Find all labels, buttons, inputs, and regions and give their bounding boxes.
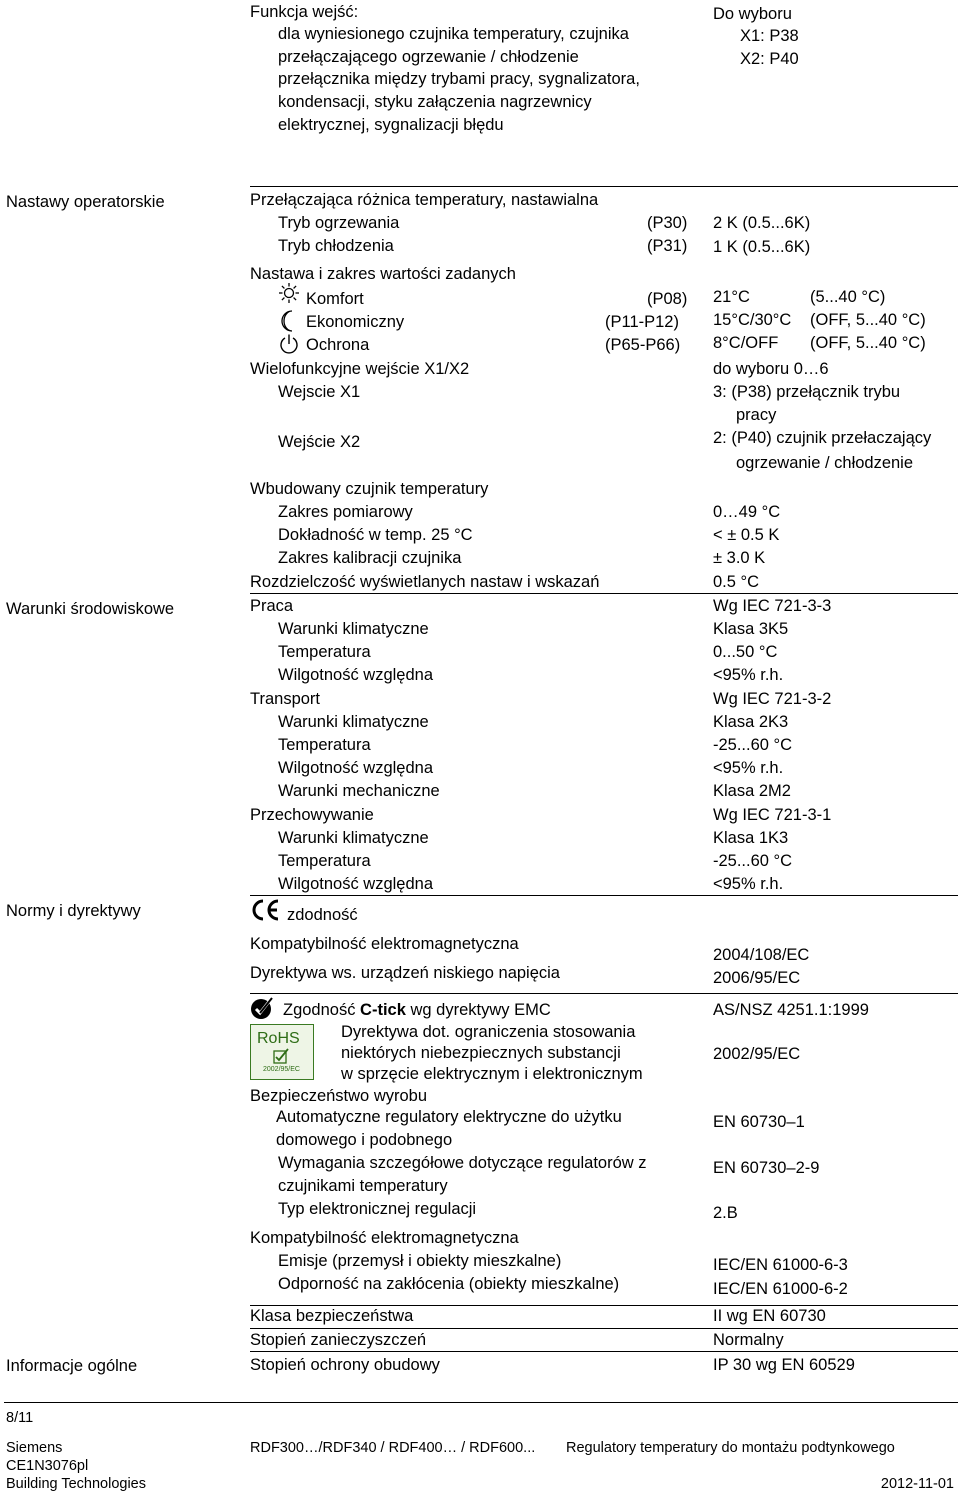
row-label: Nastawa i zakres wartości zadanych [250, 265, 516, 283]
checkbox-icon [273, 1048, 289, 1064]
row-label: Stopień zanieczyszczeń [250, 1331, 427, 1349]
row-label: Kompatybilność elektromagnetyczna [250, 1229, 519, 1247]
section-rule [250, 186, 958, 187]
sun-icon [278, 282, 300, 304]
footer-doc-id: CE1N3076pl [6, 1458, 89, 1474]
power-icon [279, 333, 299, 355]
row-label: Dokładność w temp. 25 °C [278, 526, 473, 544]
row-value: II wg EN 60730 [713, 1307, 826, 1325]
row-label: w sprzęcie elektrycznym i elektronicznym [341, 1065, 643, 1083]
row-label: Wilgotność względna [278, 875, 433, 893]
inputs-text: przełączającego ogrzewanie / chłodzenie [278, 48, 579, 66]
section-rule [250, 895, 958, 896]
section-rule [250, 1351, 958, 1352]
section-label-environment: Warunki środowiskowe [6, 600, 175, 618]
section-rule [250, 593, 958, 594]
row-label: domowego i podobnego [276, 1131, 453, 1149]
row-label: Zgodność C-tick wg dyrektywy EMC [283, 1001, 551, 1019]
row-label: Komfort [306, 290, 364, 308]
row-value: 21°C [713, 288, 750, 306]
row-value: 1 K (0.5...6K) [713, 238, 811, 256]
row-value: Normalny [713, 1331, 784, 1349]
ctick-icon [250, 996, 274, 1020]
row-label: niektórych niebezpiecznych substancji [341, 1044, 621, 1062]
row-value: 2006/95/EC [713, 969, 801, 987]
row-label: Zakres kalibracji czujnika [278, 549, 462, 567]
row-label: Dyrektywa dot. ograniczenia stosowania [341, 1023, 636, 1041]
rohs-logo-text: RoHS [257, 1030, 300, 1047]
inputs-text: kondensacji, styku załączenia nagrzewnicy [278, 93, 592, 111]
row-label: Ekonomiczny [306, 313, 405, 331]
row-label: Przechowywanie [250, 806, 374, 824]
row-label: Warunki mechaniczne [278, 782, 440, 800]
row-label: Klasa bezpieczeństwa [250, 1307, 414, 1325]
page-number: 8/11 [6, 1410, 34, 1426]
row-value: AS/NSZ 4251.1:1999 [713, 1001, 869, 1019]
row-value: Klasa 2K3 [713, 713, 789, 731]
row-value: 0…49 °C [713, 503, 781, 521]
row-param: (P65-P66) [605, 336, 681, 354]
row-value: ogrzewanie / chłodzenie [736, 454, 914, 472]
section-label-general: Informacje ogólne [6, 1357, 138, 1375]
row-value: 2004/108/EC [713, 946, 810, 964]
row-label: Warunki klimatyczne [278, 713, 429, 731]
row-label: czujnikami temperatury [278, 1177, 448, 1195]
row-value: -25...60 °C [713, 736, 793, 754]
row-label: Stopień ochrony obudowy [250, 1356, 440, 1374]
footer-models: RDF300…/RDF340 / RDF400… / RDF600... [250, 1440, 536, 1456]
row-value: ± 3.0 K [713, 549, 766, 567]
row-value: Wg IEC 721-3-3 [713, 597, 832, 615]
row-range: (5...40 °C) [810, 288, 886, 306]
inputs-value: X2: P40 [740, 50, 799, 68]
row-range: (OFF, 5...40 °C) [810, 334, 926, 352]
row-value: 2.B [713, 1204, 738, 1222]
row-value: IEC/EN 61000-6-2 [713, 1280, 848, 1298]
row-label: Typ elektronicznej regulacji [278, 1200, 477, 1218]
row-value: <95% r.h. [713, 759, 784, 777]
row-label: Temperatura [278, 643, 371, 661]
row-value: <95% r.h. [713, 666, 784, 684]
row-label: Tryb chłodzenia [278, 237, 394, 255]
row-value: 0...50 °C [713, 643, 778, 661]
row-value: pracy [736, 406, 777, 424]
row-value: <95% r.h. [713, 875, 784, 893]
row-label: Temperatura [278, 852, 371, 870]
moon-icon [279, 310, 299, 332]
footer-date: 2012-11-01 [880, 1476, 954, 1492]
row-param: (P11-P12) [605, 313, 679, 331]
row-value: IEC/EN 61000-6-3 [713, 1256, 848, 1274]
footer-title: Regulatory temperatury do montażu podtynkowego [566, 1440, 895, 1456]
row-value: 3: (P38) przełącznik trybu [713, 383, 901, 401]
row-label: Wejscie X1 [278, 383, 361, 401]
rohs-logo [250, 1024, 314, 1080]
row-label: Zakres pomiarowy [278, 503, 413, 521]
inputs-value: Do wyboru [713, 5, 792, 23]
row-value: 8°C/OFF [713, 334, 779, 352]
row-param: (P31) [647, 237, 688, 255]
row-value: 0.5 °C [713, 573, 760, 591]
row-label: Rozdzielczość wyświetlanych nastaw i wskazań [250, 573, 600, 591]
row-label: Wilgotność względna [278, 666, 433, 684]
row-label: Ochrona [306, 336, 370, 354]
row-label: Warunki klimatyczne [278, 620, 429, 638]
row-label: Bezpieczeństwo wyrobu [250, 1087, 428, 1105]
row-label: Przełączająca różnica temperatury, nastawialna [250, 191, 599, 209]
ce-text: zdodność [287, 906, 358, 924]
row-label: Odporność na zakłócenia (obiekty mieszkalne) [278, 1275, 620, 1293]
row-label: Tryb ogrzewania [278, 214, 400, 232]
row-label: Wbudowany czujnik temperatury [250, 480, 489, 498]
row-value: < ± 0.5 K [713, 526, 780, 544]
row-value: EN 60730–1 [713, 1113, 805, 1131]
row-label: Wielofunkcyjne wejście X1/X2 [250, 360, 470, 378]
rohs-logo-sub: 2002/95/EC [263, 1066, 300, 1073]
section-label-norms: Normy i dyrektywy [6, 902, 141, 920]
row-label: Wejście X2 [278, 433, 361, 451]
row-label: Wilgotność względna [278, 759, 433, 777]
row-value: Klasa 3K5 [713, 620, 789, 638]
ce-mark-icon [250, 898, 282, 922]
footer-company: Siemens [6, 1440, 63, 1456]
row-value: 2 K (0.5...6K) [713, 214, 811, 232]
row-label: Automatyczne regulatory elektryczne do użytku [276, 1108, 622, 1126]
row-value: Wg IEC 721-3-1 [713, 806, 832, 824]
row-value: IP 30 wg EN 60529 [713, 1356, 855, 1374]
row-label: Warunki klimatyczne [278, 829, 429, 847]
row-value: Wg IEC 721-3-2 [713, 690, 832, 708]
row-label: Transport [250, 690, 320, 708]
row-label: Praca [250, 597, 294, 615]
footer-division: Building Technologies [6, 1476, 147, 1492]
section-rule [250, 1328, 958, 1329]
row-label: Kompatybilność elektromagnetyczna [250, 935, 519, 953]
inputs-text: elektrycznej, sygnalizacji błędu [278, 116, 504, 134]
row-value: 15°C/30°C [713, 311, 792, 329]
row-value: do wyboru 0…6 [713, 360, 829, 378]
row-value: EN 60730–2-9 [713, 1159, 820, 1177]
row-param: (P08) [647, 290, 688, 308]
row-value: -25...60 °C [713, 852, 793, 870]
row-param: (P30) [647, 214, 688, 232]
row-value: Klasa 2M2 [713, 782, 791, 800]
footer-rule [4, 1402, 958, 1403]
row-label: Temperatura [278, 736, 371, 754]
row-label: Dyrektywa ws. urządzeń niskiego napięcia [250, 964, 560, 982]
inputs-heading: Funkcja wejść: [250, 3, 359, 21]
section-label-operator: Nastawy operatorskie [6, 193, 165, 211]
row-range: (OFF, 5...40 °C) [810, 311, 926, 329]
row-value: 2002/95/EC [713, 1045, 801, 1063]
inputs-value: X1: P38 [740, 27, 799, 45]
row-value: Klasa 1K3 [713, 829, 789, 847]
section-rule [250, 993, 958, 994]
inputs-text: dla wyniesionego czujnika temperatury, czujnika [278, 25, 629, 43]
row-value: 2: (P40) czujnik przełaczający [713, 429, 932, 447]
row-label: Emisje (przemysł i obiekty mieszkalne) [278, 1252, 562, 1270]
row-label: Wymagania szczegółowe dotyczące regulatorów z [278, 1154, 647, 1172]
inputs-text: przełącznika między trybami pracy, sygnalizatora, [278, 70, 640, 88]
